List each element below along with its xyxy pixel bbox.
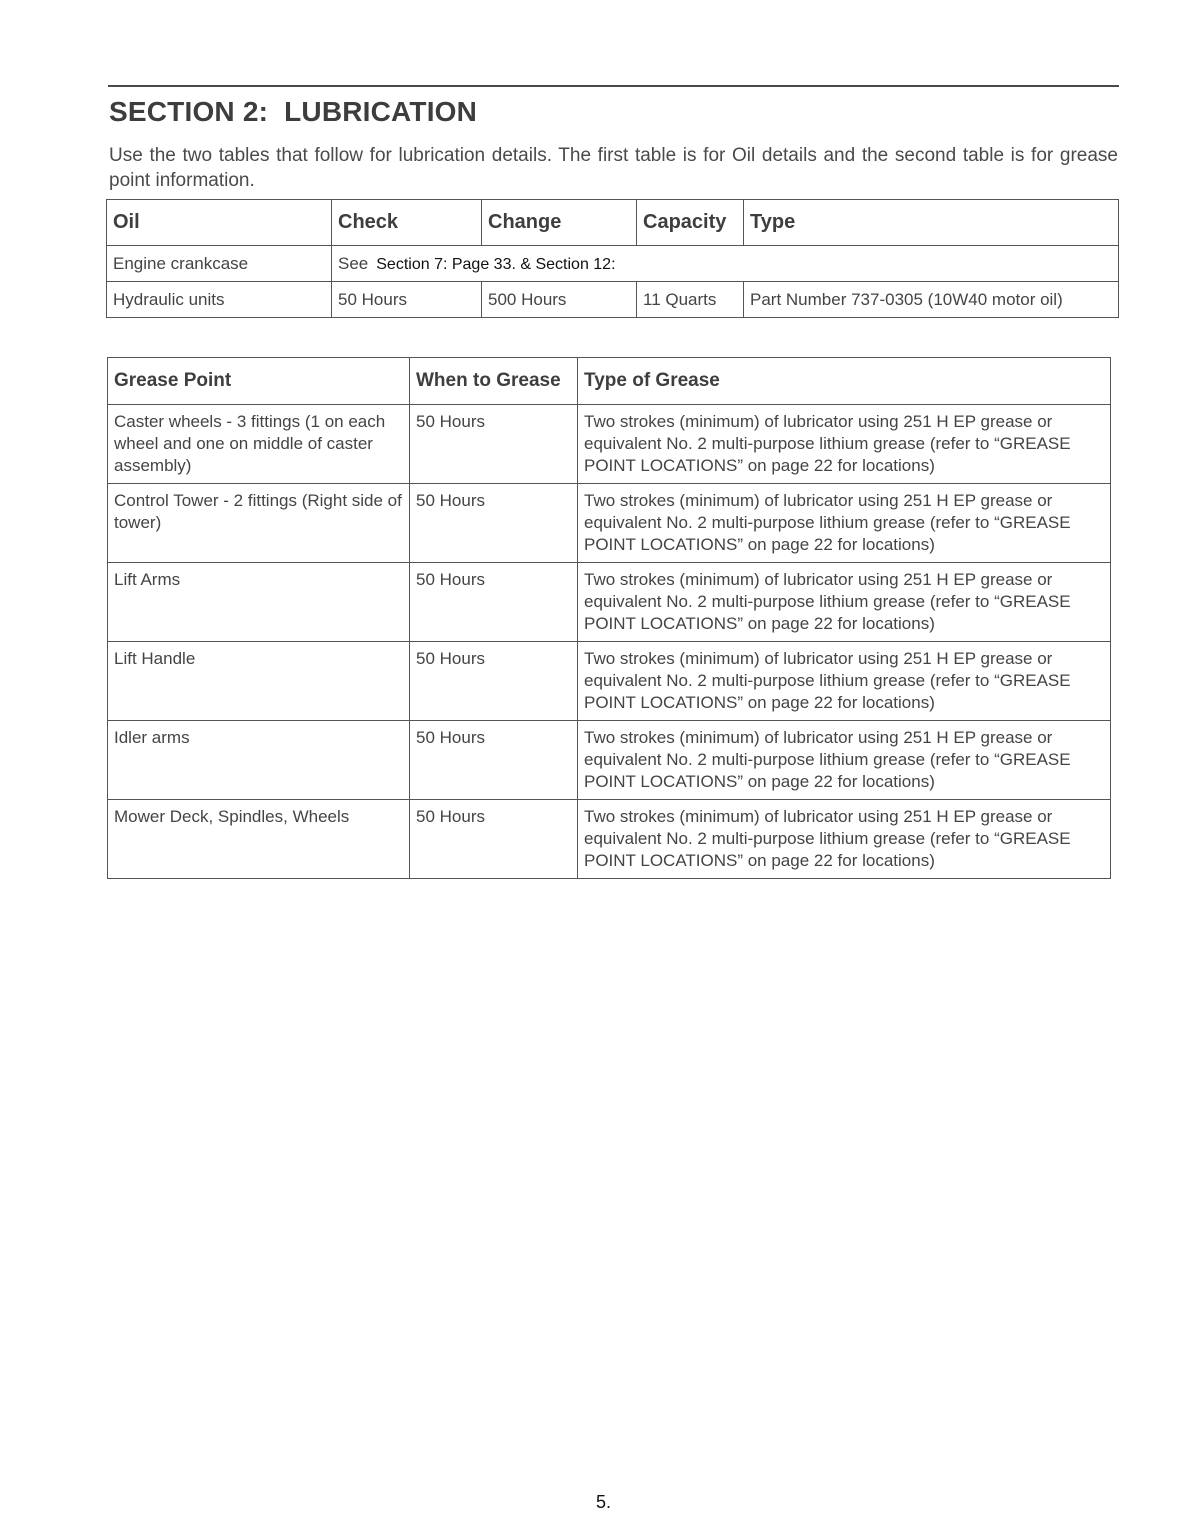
- grease-type-cell: Two strokes (minimum) of lubricator using 251 H EP grease or equivalent No. 2 multi-purpose lithium grease (refer to “GREASE POINT LOCATIONS” on page 22 for locations): [578, 642, 1111, 721]
- oil-cell-check: 50 Hours: [332, 282, 482, 318]
- grease-header-type: Type of Grease: [578, 358, 1111, 405]
- grease-type-cell: Two strokes (minimum) of lubricator using 251 H EP grease or equivalent No. 2 multi-purpose lithium grease (refer to “GREASE POINT LOCATIONS” on page 22 for locations): [578, 563, 1111, 642]
- oil-cell-name: Hydraulic units: [107, 282, 332, 318]
- grease-table: [107, 357, 1111, 879]
- page-number: 5.: [596, 1492, 612, 1512]
- grease-row: [108, 563, 1111, 642]
- grease-type-cell: Two strokes (minimum) of lubricator using 251 H EP grease or equivalent No. 2 multi-purpose lithium grease (refer to “GREASE POINT LOCATIONS” on page 22 for locations): [578, 405, 1111, 484]
- oil-cell-capacity: 11 Quarts: [637, 282, 744, 318]
- grease-row: [108, 405, 1111, 484]
- grease-when-cell: 50 Hours: [410, 642, 578, 721]
- grease-when-cell: 50 Hours: [410, 721, 578, 800]
- grease-point-cell: Mower Deck, Spindles, Wheels: [108, 800, 410, 879]
- grease-row: [108, 484, 1111, 563]
- grease-when-cell: 50 Hours: [410, 800, 578, 879]
- grease-type-cell: Two strokes (minimum) of lubricator using 251 H EP grease or equivalent No. 2 multi-purpose lithium grease (refer to “GREASE POINT LOCATIONS” on page 22 for locations): [578, 721, 1111, 800]
- grease-point-cell: Lift Arms: [108, 563, 410, 642]
- intro-paragraph: Use the two tables that follow for lubrication details. The first table is for Oil details and the second table is for grease point information.: [109, 145, 1118, 191]
- oil-header-change: Change: [482, 200, 637, 246]
- section-title: SECTION 2: LUBRICATION: [109, 96, 478, 127]
- grease-row: [108, 642, 1111, 721]
- oil-cell-type: Part Number 737-0305 (10W40 motor oil): [744, 282, 1119, 318]
- grease-when-cell: 50 Hours: [410, 405, 578, 484]
- see-label: See: [338, 253, 369, 273]
- oil-header-type: Type: [744, 200, 1119, 246]
- oil-header-check: Check: [332, 200, 482, 246]
- grease-header-point: Grease Point: [108, 358, 410, 405]
- oil-row-hydraulic-units: [107, 282, 1119, 318]
- grease-header-when: When to Grease: [410, 358, 578, 405]
- grease-when-cell: 50 Hours: [410, 484, 578, 563]
- oil-header-oil: Oil: [107, 200, 332, 246]
- oil-cell-name: Engine crankcase: [107, 246, 332, 282]
- grease-row: [108, 800, 1111, 879]
- grease-point-cell: Control Tower - 2 fittings (Right side of tower): [108, 484, 410, 563]
- oil-table-header-row: [107, 200, 1119, 246]
- oil-row-engine-crankcase: [107, 246, 1119, 282]
- grease-point-cell: Idler arms: [108, 721, 410, 800]
- oil-header-capacity: Capacity: [637, 200, 744, 246]
- grease-type-cell: Two strokes (minimum) of lubricator using 251 H EP grease or equivalent No. 2 multi-purpose lithium grease (refer to “GREASE POINT LOCATIONS” on page 22 for locations): [578, 800, 1111, 879]
- oil-cell-see-reference: [332, 246, 1119, 282]
- grease-row: [108, 721, 1111, 800]
- grease-point-cell: Caster wheels - 3 fittings (1 on each wheel and one on middle of caster assembly): [108, 405, 410, 484]
- oil-cell-change: 500 Hours: [482, 282, 637, 318]
- grease-when-cell: 50 Hours: [410, 563, 578, 642]
- section-reference: Section 7: Page 33. & Section 12:: [376, 255, 616, 273]
- grease-table-header-row: [108, 358, 1111, 405]
- grease-point-cell: Lift Handle: [108, 642, 410, 721]
- grease-type-cell: Two strokes (minimum) of lubricator using 251 H EP grease or equivalent No. 2 multi-purpose lithium grease (refer to “GREASE POINT LOCATIONS” on page 22 for locations): [578, 484, 1111, 563]
- top-rule: [108, 85, 1119, 87]
- oil-table: [106, 199, 1119, 318]
